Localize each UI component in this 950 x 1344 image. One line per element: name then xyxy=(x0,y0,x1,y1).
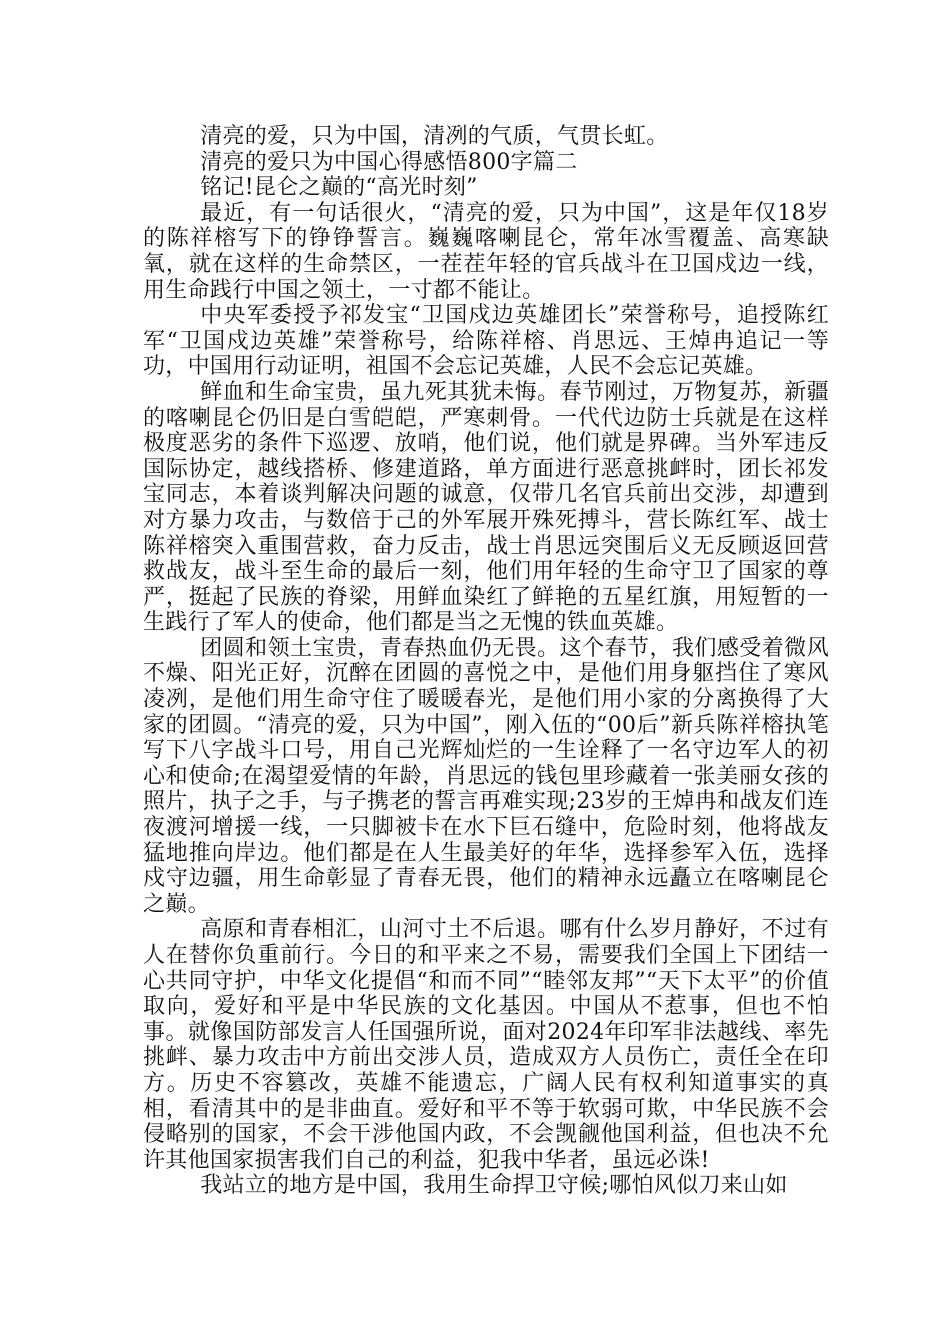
article-headline: 铭记!昆仑之巅的“高光时刻” xyxy=(200,175,478,201)
paragraph-youth: 团圆和领土宝贵，青春热血仍无畏。这个春节，我们感受着微风不燥、阳光正好，沉醉在团圆的喜悦之中，是他们用身躯挡住了寒风凌冽，是他们用生命守住了暖暖春光，是他们用小家的分离换得了大家的团圆。“清亮的爱，只为中国”，刚入伍的“00后”新兵陈祥榕执笔写下八字战斗口号，用自己光辉灿烂的一生诠释了一名守边军人的初心和使命;在渴望爱情的年龄，肖思远的钱包里珍藏着一张美丽女孩的照片，执子之手，与子携老的誓言再难实现;23岁的王焯冉和战友们连夜渡河增援一线，一只脚被卡在水下巨石缝中，危险时刻，他将战友猛地推向岸边。他们都是在人生最美好的年华，选择参军入伍，选择戍守边疆，用生命彰显了青春无畏，他们的精神永远矗立在喀喇昆仑之巅。 xyxy=(143,635,829,917)
closing-line: 清亮的爱，只为中国，清冽的气质，气贯长虹。 xyxy=(200,124,669,149)
section-title: 清亮的爱只为中国心得感悟800字篇二 xyxy=(200,149,578,175)
paragraph-sacrifice: 鲜血和生命宝贵，虽九死其犹未悔。春节刚过，万物复苏，新疆的喀喇昆仑仍旧是白雪皑皑，严寒刺骨。一代代边防士兵就是在这样极度恶劣的条件下巡逻、放哨，他们说，他们就是界碑。当外军违反国际协定，越线搭桥、修建道路，单方面进行恶意挑衅时，团长祁发宝同志，本着谈判解决问题的诚意，仅带几名官兵前出交涉，却遭到对方暴力攻击，与数倍于己的外军展开殊死搏斗，营长陈红军、战士陈祥榕突入重围营救，奋力反击，战士肖思远突围后义无反顾返回营救战友，战斗至生命的最后一刻，他们用年轻的生命守卫了国家的尊严，挺起了民族的脊梁，用鲜血染红了鲜艳的五星红旗，用短暂的一生践行了军人的使命，他们都是当之无愧的铁血英雄。 xyxy=(143,379,829,636)
paragraph-honors: 中央军委授予祁发宝“卫国戍边英雄团长”荣誉称号，追授陈红军“卫国戍边英雄”荣誉称号，给陈祥榕、肖思远、王焯冉追记一等功，中国用行动证明，祖国不会忘记英雄，人民不会忘记英雄。 xyxy=(143,303,829,380)
article-body xyxy=(143,124,829,1199)
paragraph-intro: 最近，有一句话很火，“清亮的爱，只为中国”，这是年仅18岁的陈祥榕写下的铮铮誓言。巍巍喀喇昆仑，常年冰雪覆盖、高寒缺氧，就在这样的生命禁区，一茬茬年轻的官兵战斗在卫国戍边一线，用生命践行中国之领土，一寸都不能让。 xyxy=(143,200,829,303)
paragraph-peace: 高原和青春相汇，山河寸土不后退。哪有什么岁月静好，不过有人在替你负重前行。今日的和平来之不易，需要我们全国上下团结一心共同守护，中华文化提倡“和而不同”“睦邻友邦”“天下太平”的价值取向，爱好和平是中华民族的文化基因。中国从不惹事，但也不怕事。就像国防部发言人任国强所说，面对2024年印军非法越线、率先挑衅、暴力攻击中方前出交涉人员，造成双方人员伤亡，责任全在印方。历史不容篡改，英雄不能遗忘，广阔人民有权利知道事实的真相，看清其中的是非曲直。爱好和平不等于软弱可欺，中华民族不会侵略别的国家，不会干涉他国内政，不会觊觎他国利益，但也决不允许其他国家损害我们自己的利益，犯我中华者，虽远必诛! xyxy=(143,917,829,1173)
paragraph-closing-fragment: 我站立的地方是中国，我用生命捍卫守候;哪怕风似刀来山如 xyxy=(200,1173,788,1199)
